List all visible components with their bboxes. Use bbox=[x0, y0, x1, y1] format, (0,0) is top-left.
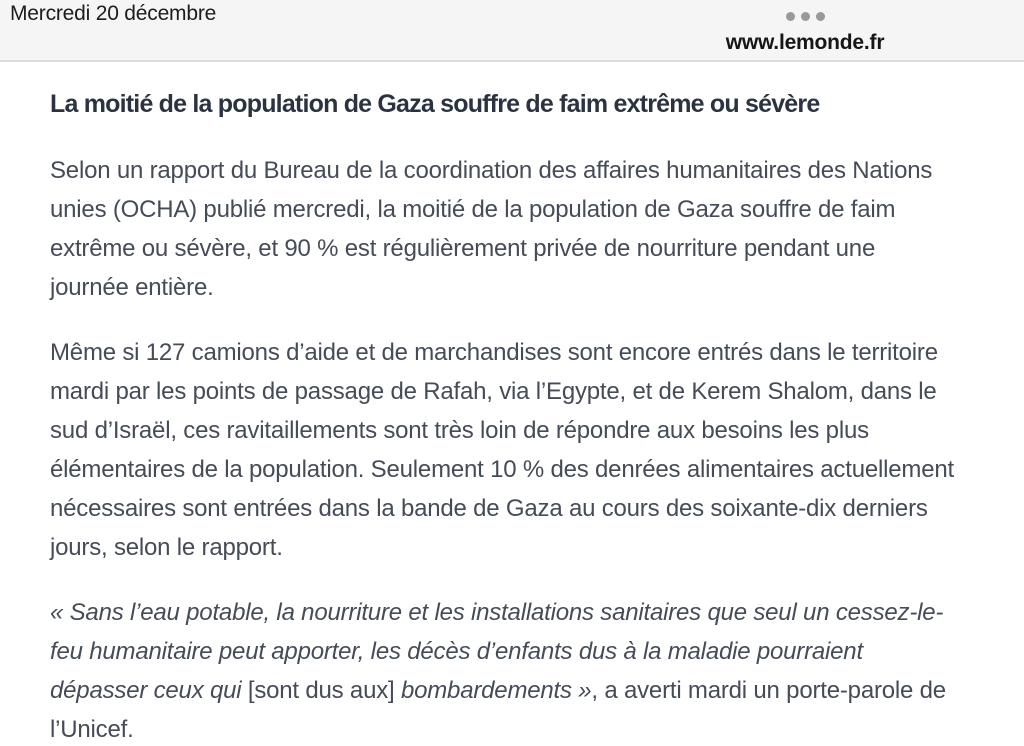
date-label: Mercredi 20 décembre bbox=[10, 2, 217, 25]
more-options-icon[interactable] bbox=[783, 12, 828, 21]
top-bar bbox=[0, 0, 1024, 62]
quote-segment-italic: « Sans l’eau potable, la nourriture et les installations sanitaires que seul un cessez-le-feu humanitaire peut apporter, les décès d’enfants dus à la maladie pourraient dépasser ceux qui bbox=[50, 599, 944, 704]
article-content bbox=[0, 62, 1024, 746]
article-paragraph-1: Selon un rapport du Bureau de la coordination des affaires humanitaires des Nations unies (OCHA) publié mercredi, la moitié de la population de Gaza souffre de faim extrême ou sévère, et 90 % est régulièrement privée de nourriture pendant une journée entière. bbox=[50, 157, 933, 301]
source-block bbox=[659, 8, 951, 55]
article-paragraph-2: Même si 127 camions d’aide et de marchandises sont encore entrés dans le territoire mardi par les points de passage de Rafah, via l’Egypte, et de Kerem Shalom, dans le sud d’Israël, ces ravitaillements sont très loin de répondre aux besoins les plus élémentaires de la population. Seulement 10 % des denrées alimentaires actuellement nécessaires sont entrées dans la bande de Gaza au cours des soixante-dix derniers jours, selon le rapport. bbox=[50, 339, 954, 561]
quote-segment-italic: bombardements » bbox=[400, 677, 592, 704]
quote-segment-normal: , a averti mardi un porte-parole de l’Unicef. bbox=[50, 677, 946, 743]
dot bbox=[816, 12, 825, 21]
dot bbox=[801, 12, 810, 21]
article-quote-paragraph bbox=[50, 593, 960, 746]
source-url[interactable]: www.lemonde.fr bbox=[725, 31, 885, 54]
quote-segment-normal: [sont dus aux] bbox=[247, 677, 401, 704]
dot bbox=[786, 12, 795, 21]
article-headline: La moitié de la population de Gaza souffre de faim extrême ou sévère bbox=[50, 90, 820, 118]
